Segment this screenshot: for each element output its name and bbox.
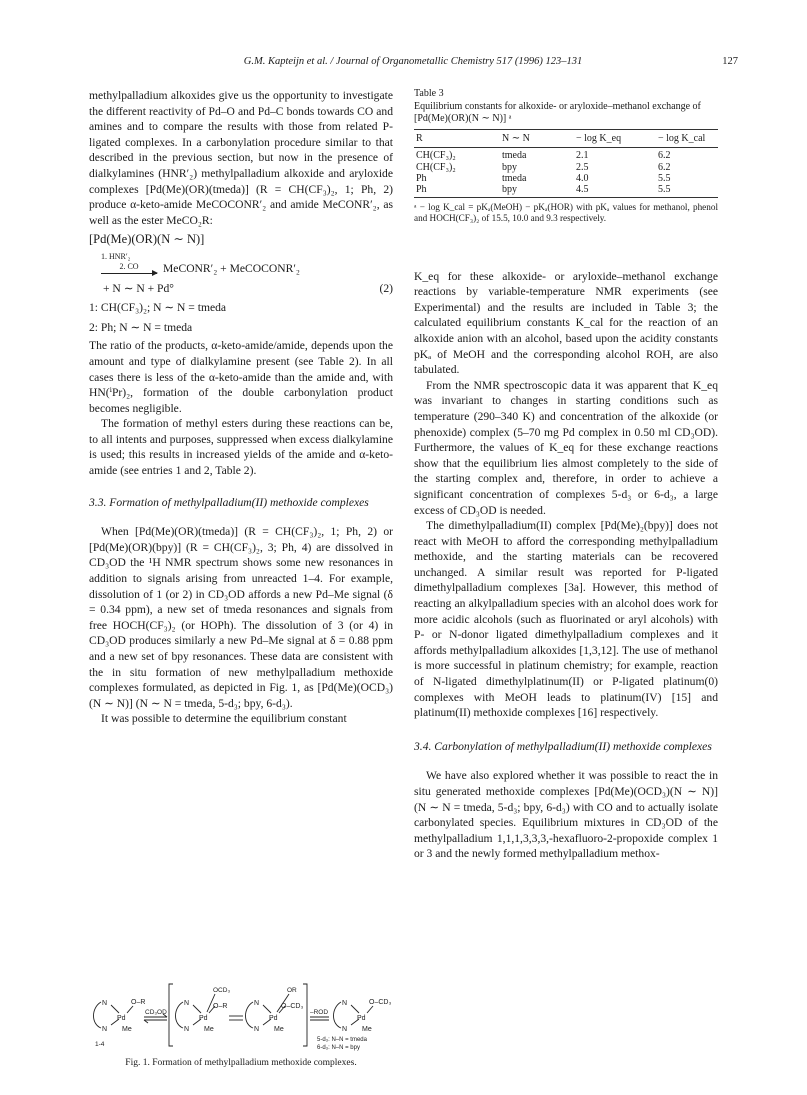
table-cell: Ph — [416, 172, 427, 184]
table-cell: 4.0 — [576, 172, 589, 184]
equation-products: MeCONR′₂ + MeCOCONR′₂ — [163, 261, 300, 275]
paragraph: The formation of methyl esters during these reactions can be, to all intents and purposes, suppressed when excess dialkylamine is used; this results in increased yields of the amide and α-keto-amide (see entries 1 and 2, Table 2). — [89, 417, 393, 478]
methyl-label: Me — [362, 1026, 372, 1033]
table-cell: 2.5 — [576, 161, 589, 173]
palladium-label: Pd — [117, 1015, 126, 1022]
paragraph: It was possible to determine the equilibrium constant — [101, 712, 347, 726]
table-cell: 4.5 — [574, 184, 656, 198]
page-number: 127 — [722, 56, 738, 67]
palladium-label: Pd — [199, 1015, 208, 1022]
table-row — [414, 173, 718, 184]
alkoxide-label: OR — [287, 987, 297, 994]
reaction-scheme-diagram — [89, 968, 393, 1054]
nitrogen-label: N — [102, 1000, 108, 1007]
figure-1 — [89, 968, 393, 1062]
equation-reactant: [Pd(Me)(OR)(N ∼ N)] — [89, 232, 205, 247]
compound-definition-1: 1: CH(CF₃)₂; N ∼ N = tmeda — [89, 301, 227, 315]
table-label: Table 3 — [414, 88, 444, 99]
nitrogen-label: N — [254, 1026, 260, 1033]
equation-number: (2) — [379, 281, 393, 295]
running-title: G.M. Kapteijn et al. / Journal of Organometallic Chemistry 517 (1996) 123–131 — [243, 56, 583, 67]
figure-caption: Fig. 1. Formation of methylpalladium methoxide complexes. — [125, 1058, 357, 1068]
compound-id-label: 5-d₃: N–N = tmeda — [317, 1037, 367, 1043]
table-header: N ∼ N — [500, 129, 574, 148]
nitrogen-label: N — [342, 1026, 348, 1033]
running-header — [88, 56, 738, 72]
nitrogen-label: N — [184, 1026, 190, 1033]
paragraph: From the NMR spectroscopic data it was apparent that K_eq was invariant to changes in starting conditions such as temperature (290–340 K) and concentration of the alkoxide (or phenoxide) complex (5–70 mg Pd complex in 0.50 ml CD₃OD). Furthermore, the values of K_eq for these exchange reactions show that the equilibrium lies almost completely to the side of the starting complex and, therefore, in order to achieve a significant concentration of complexes 5-d₃ or 6-d₃, a large excess of CD₃OD is needed. — [414, 378, 718, 517]
reaction-condition-2: 2. CO — [119, 261, 139, 271]
right-column — [414, 88, 718, 862]
table-row — [414, 162, 718, 173]
methoxide-label: OCD₃ — [213, 987, 231, 994]
table-caption: Equilibrium constants for alkoxide- or aryloxide–methanol exchange of [Pd(Me)(OR)(N ∼ N)] ᵃ — [414, 100, 701, 124]
table-cell: Ph — [414, 184, 500, 198]
table-cell: tmeda — [502, 172, 527, 184]
methyl-label: Me — [122, 1026, 132, 1033]
nitrogen-label: N — [184, 1000, 190, 1007]
reaction-arrow — [101, 252, 157, 274]
table-cell: 2.1 — [576, 150, 589, 162]
paragraph: We have also explored whether it was possible to react the in situ generated methoxide complexes [Pd(Me)(OCD₃)(N ∼ N)] (N ∼ N = tmeda, 5-d₃; bpy, 6-d₃) with CO and to actually isolate carbonylated species. Equilibrium mixtures in CD₃OD of the methylpalladium 1,1,1,3,3,3,-hexafluoro-2-propoxide complex 1 or 3 and the newly formed methylpalladium methox- — [414, 769, 718, 861]
compound-id-label: 6-d₃: N–N = bpy — [317, 1045, 360, 1051]
compound-range-label: 1-4 — [95, 1041, 105, 1048]
paragraph: methylpalladium alkoxides give us the opportunity to investigate the different reactivity of Pd–O and Pd–C bonds towards CO and amines and to compare the results with those from related P-ligated complexes. In a carbonylation procedure similar to that described in the previous section, but now in the presence of dialkylamines (HNR′₂) methylpalladium alkoxide and aryloxide complexes [Pd(Me)(OR)(tmeda)] (R = CH(CF₃)₂, 1; Ph, 2) produce α-keto-amide MeCOCONR′₂ and amide MeCONR′₂, as well as the ester MeCO₂R: — [89, 89, 393, 227]
table-cell: 5.5 — [658, 172, 671, 184]
paragraph: K_eq for these alkoxide- or aryloxide–methanol exchange reactions by variable-temperature NMR experiments (see Experimental) and the results are included in Table 3; the calculated equilibrium constants K_cal for the reaction of an alkoxide anion with an alcohol, based upon the acidity constants pKₐ of MeOH and the corresponding alcohol ROH, are also tabulated. — [414, 269, 718, 377]
equation-2 — [89, 232, 393, 335]
methyl-label: Me — [274, 1026, 284, 1033]
paragraph: When [Pd(Me)(OR)(tmeda)] (R = CH(CF₃)₂, 1; Ph, 2) or [Pd(Me)(OR)(bpy)] (R = CH(CF₃)₂, 3; Ph, 4) are dissolved in CD₃OD the ¹H NMR spectrum shows some new resonances in addition to signals arising from unreacted 1–4. For example, dissolution of 1 (or 2) in CD₃OD affords a new Pd–Me signal (δ = 0.34 ppm), a new set of tmeda resonances and signals from free HOCH(CF₃)₂ (or HOPh). The dissolution of 3 (or 4) in CD₃OD produces similarly a new Pd–Me signal at δ = 0.88 ppm and a new set of bpy resonances. These data are consistent with the in situ formation of new methylpalladium methoxide complexes formulated, as depicted in Fig. 1, as [Pd(Me)(OCD₃)(N ∼ N)] (N ∼ N = tmeda, 5-d₃; bpy, 6-d₃). — [89, 525, 393, 710]
table-3 — [414, 129, 718, 198]
table-cell: 5.5 — [656, 184, 718, 198]
table-row — [414, 148, 718, 162]
palladium-label: Pd — [357, 1015, 366, 1022]
left-column — [89, 88, 393, 727]
paragraph: The dimethylpalladium(II) complex [Pd(Me)₂(bpy)] does not react with MeOH to afford the corresponding methylpalladium methoxide, and the starting materials can be recovered unchanged. A similar result was reported for P-ligated dimethylpalladium complexes [3a]. However, this method of reacting an alkylpalladium species with an alcohol does work for more acidic alcohols (such as fluorinated or aryl alcohols) with P- or N-donor ligated dimethylpalladium complexes and it affords methylpalladium alkoxides [1,3,12]. The use of methanol is more successful in platinum chemistry; for example, reaction of N-ligated dimethylplatinum(II) or P-ligated platinum(0) complexes with MeOH leads to platinum(IV) [15] and platinum(II) methoxide complexes [16] respectively. — [414, 519, 718, 720]
table-footnote: ᵃ − log K_cal = pKₐ(MeOH) − pKₐ(HOR) with pKₐ values for methanol, phenol and HOCH(CF₃)₂ of 15.5, 10.0 and 9.3 respectively. — [414, 201, 718, 224]
palladium-label: Pd — [269, 1015, 278, 1022]
table-cell: CH(CF₃)₂ — [416, 150, 456, 162]
table-cell: CH(CF₃)₂ — [416, 161, 456, 173]
methyl-label: Me — [204, 1026, 214, 1033]
table-row — [414, 184, 718, 198]
reagent-label: CD₃OD — [145, 1009, 167, 1016]
nitrogen-label: N — [102, 1026, 108, 1033]
nitrogen-label: N — [342, 1000, 348, 1007]
section-heading-3-4: 3.4. Carbonylation of methylpalladium(II) methoxide complexes — [414, 739, 712, 753]
reaction-condition-1: 1. HNR′₂ — [101, 251, 131, 261]
table-header: − log K_cal — [656, 129, 718, 148]
table-cell: 6.2 — [658, 161, 671, 173]
reagent-label: –ROD — [310, 1009, 329, 1016]
methoxide-label: O–CD₃ — [281, 1003, 304, 1010]
compound-definition-2: 2: Ph; N ∼ N = tmeda — [89, 320, 193, 334]
nitrogen-label: N — [254, 1000, 260, 1007]
table-cell: tmeda — [502, 150, 527, 162]
paragraph: The ratio of the products, α-keto-amide/amide, depends upon the amount and type of dialkylamine present (see Table 2). In all cases there is less of the α-keto-amide than the amide and, with HN(ⁱPr)₂, formation of the double carbonylation product becomes negligible. — [89, 339, 393, 415]
table-cell: 6.2 — [658, 150, 671, 162]
table-cell: bpy — [502, 161, 517, 173]
table-header: − log K_eq — [574, 129, 656, 148]
alkoxide-label: O–R — [131, 999, 146, 1006]
alkoxide-label: O–R — [213, 1003, 228, 1010]
section-heading-3-3: 3.3. Formation of methylpalladium(II) methoxide complexes — [89, 495, 369, 509]
table-cell: bpy — [500, 184, 574, 198]
table-header: R — [414, 129, 500, 148]
methoxide-label: O–CD₃ — [369, 999, 392, 1006]
table-header-row — [414, 129, 718, 148]
equation-products-2: + N ∼ N + Pd° — [103, 281, 174, 295]
